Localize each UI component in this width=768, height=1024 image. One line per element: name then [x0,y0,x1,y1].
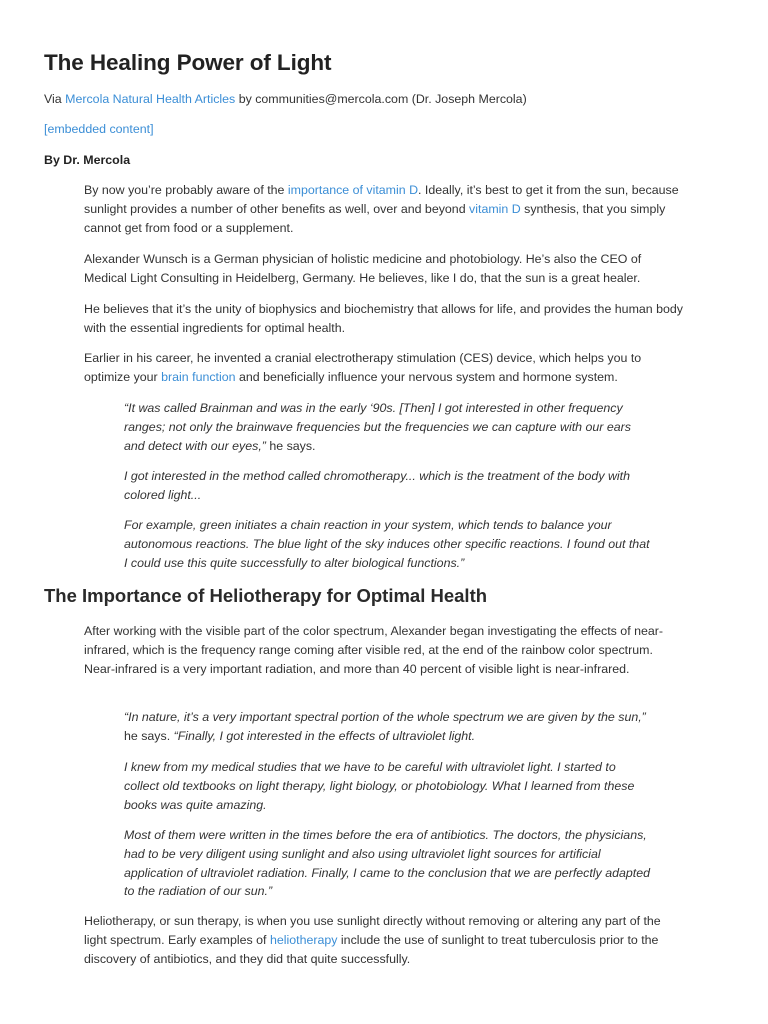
vitamin-d-importance-link[interactable]: importance of vitamin D [287,183,419,197]
brain-function-link[interactable]: brain function [161,370,236,384]
quote-antibiotics-era: Most of them were written in the times before the era of antibiotics. The doctors, the physicians, had to be very diligent using sunlight and also using ultraviolet light sources for artificial application of ultraviolet radiation. Finally, I came to the conclusion that we are perfectly adapted to the radiation of our sun.” [124,828,650,899]
quote-text: “In nature, it’s a very important spectral portion of the whole spectrum we are given by the sun,” [124,710,646,724]
quote-green-light: For example, green initiates a chain reaction in your system, which tends to balance your autonomous reactions. The blue light of the sky induces other specific reactions. I found out that I could use this quite successfully to alter biological functions.” [124,518,650,570]
byline: By Dr. Mercola [44,153,131,167]
paragraph-text: and beneficially influence your nervous system and hormone system. [239,370,618,384]
quote-brainman [124,399,654,455]
paragraph-vitamin-d [84,181,684,238]
paragraph-ces-device [84,349,684,387]
source-author: by communities@mercola.com (Dr. Joseph Mercola) [238,92,527,106]
paragraph-heliotherapy [84,912,684,969]
via-prefix: Via [44,92,62,106]
embedded-content-link[interactable]: [embedded content] [44,122,154,136]
paragraph-near-infrared: After working with the visible part of the color spectrum, Alexander began investigating the effects of near-infrared, which is the frequency range coming after visible red, at the end of the rainbow color spectrum. Near-infrared is a very important radiation, and more than 40 percent of visible light is near-infrared. [84,624,664,676]
article-title: The Healing Power of Light [44,50,332,75]
paragraph-text: . Ideally, it’s best to get it from the sun, because sunlight provides a number of other benefits as well, over and beyond [84,183,679,216]
vitamin-d-link[interactable]: vitamin D [469,202,521,216]
quote-text: “Finally, I got interested in the effects of ultraviolet light. [173,728,476,743]
heliotherapy-link[interactable]: heliotherapy [269,933,338,947]
paragraph-text: By now you’re probably aware of the [84,183,285,197]
paragraph-biophysics: He believes that it’s the unity of biophysics and biochemistry that allows for life, and provides the human body with the essential ingredients for optimal health. [84,302,683,335]
paragraph-text: Earlier in his career, he invented a cranial electrotherapy stimulation (CES) device, which helps you to optimize your [84,351,642,384]
source-link[interactable]: Mercola Natural Health Articles [65,92,236,106]
quote-attribution: he says. [124,728,171,743]
paragraph-text: Heliotherapy, or sun therapy, is when you use sunlight directly without removing or altering any part of the light spectrum. Early examples of [84,914,661,947]
quote-chromotherapy: I got interested in the method called chromotherapy... which is the treatment of the body with colored light... [124,469,630,502]
section-heading-heliotherapy: The Importance of Heliotherapy for Optimal Health [44,585,488,606]
paragraph-wunsch: Alexander Wunsch is a German physician of holistic medicine and photobiology. He’s also the CEO of Medical Light Consulting in Heidelberg, Germany. He believes, like I do, that the sun is a great healer. [84,252,642,285]
quote-spectrum [124,708,654,746]
quote-text: “It was called Brainman and was in the early ‘90s. [Then] I got interested in other frequency ranges; not only the brainwave frequencies but the frequencies we can capture with our ears and detect with our eyes,” [124,401,631,453]
quote-attribution: he says. [269,438,316,453]
paragraph-text: include the use of sunlight to treat tuberculosis prior to the discovery of antibiotics, and they did that quite successfully. [84,933,659,966]
quote-ultraviolet: I knew from my medical studies that we have to be careful with ultraviolet light. I started to collect old textbooks on light therapy, light biology, or photobiology. What I learned from these books was quite amazing. [124,760,635,812]
paragraph-text: synthesis, that you simply cannot get from food or a supplement. [84,202,666,235]
source-line [44,92,527,106]
